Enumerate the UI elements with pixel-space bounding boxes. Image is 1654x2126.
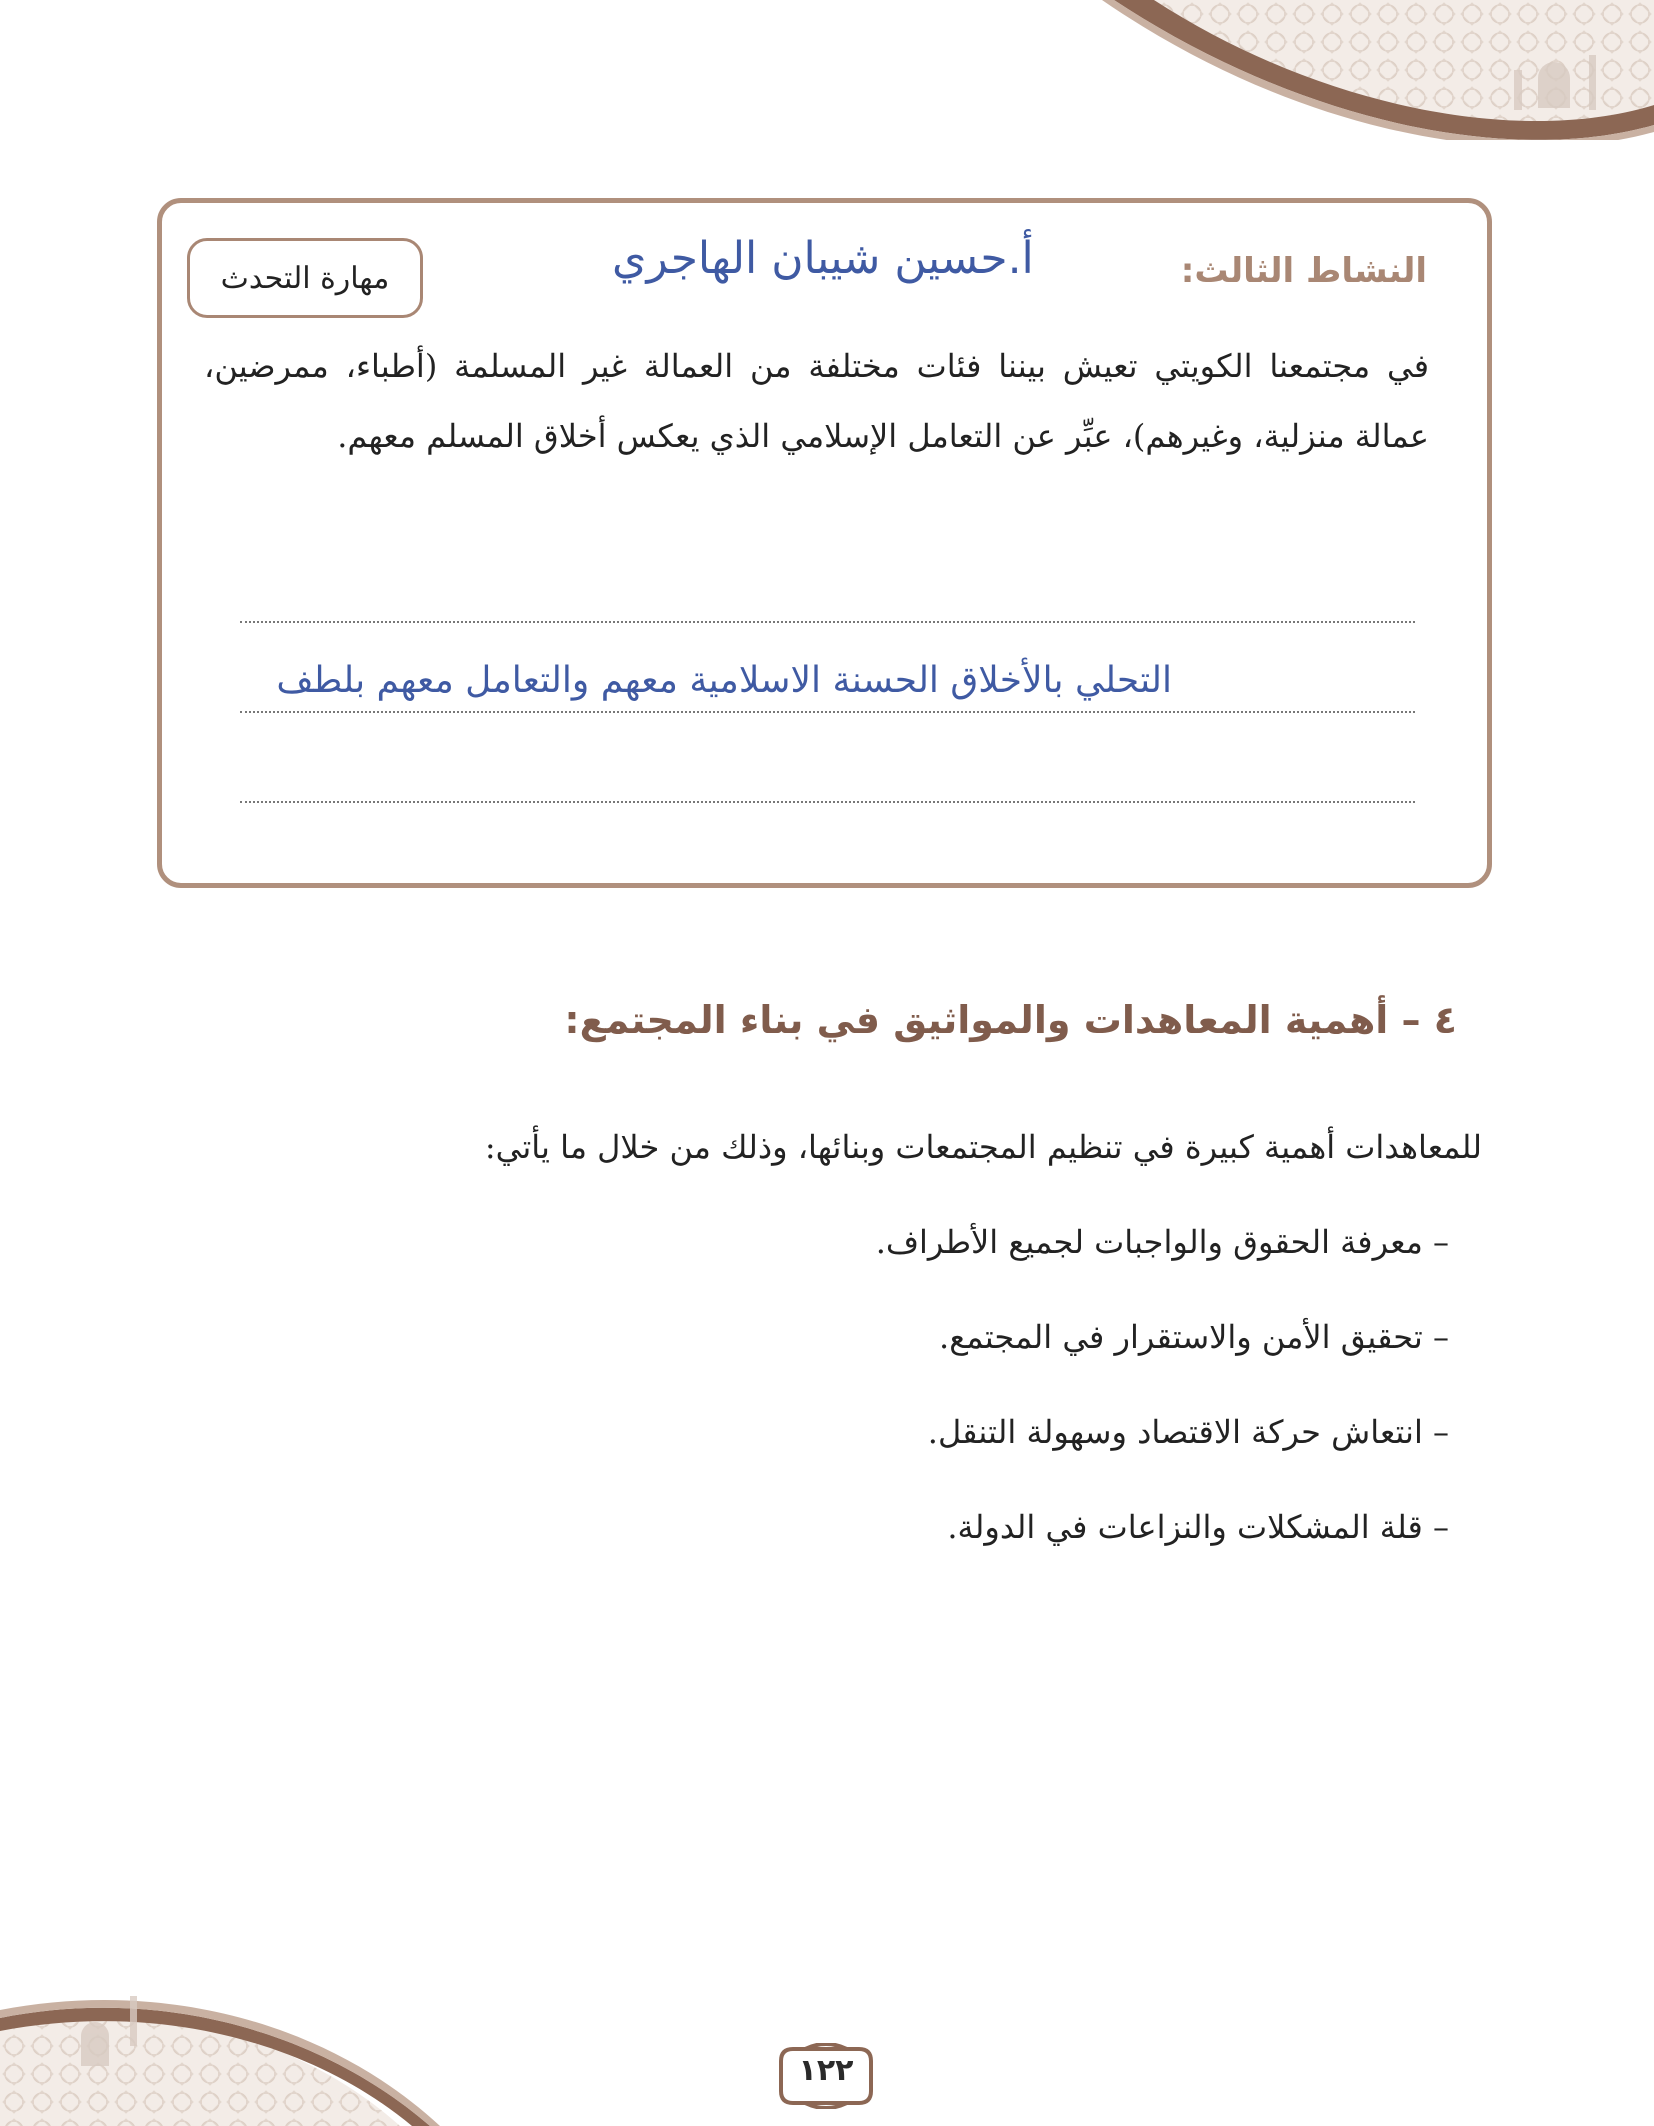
answer-line-2 (240, 711, 1415, 713)
list-item: – انتعاش حركة الاقتصاد وسهولة التنقل. (927, 1413, 1449, 1451)
top-ornament (1094, 0, 1654, 140)
section-title: ٤ – أهمية المعاهدات والمواثيق في بناء المجتمع: (564, 998, 1457, 1042)
list-item: – قلة المشكلات والنزاعات في الدولة. (947, 1508, 1449, 1546)
activity-prompt: في مجتمعنا الكويتي تعيش بيننا فئات مختلفة من العمالة غير المسلمة (أطباء، ممرضين، عمالة منزلية، وغيرهم)، عبِّر عن التعامل الإسلامي الذي يعكس أخلاق المسلم معهم. (204, 347, 1429, 455)
activity-label: النشاط الثالث: (1180, 251, 1427, 291)
page-number: ١٢٢ (798, 2053, 854, 2088)
bottom-ornament (0, 1976, 440, 2126)
list-item: – تحقيق الأمن والاستقرار في المجتمع. (939, 1318, 1449, 1356)
skill-badge: مهارة التحدث (187, 238, 423, 318)
activity-box (157, 198, 1492, 888)
section-intro: للمعاهدات أهمية كبيرة في تنظيم المجتمعات وبنائها، وذلك من خلال ما يأتي: (484, 1128, 1482, 1166)
teacher-name: أ.حسين شيبان الهاجري (612, 233, 1034, 284)
handwritten-answer: التحلي بالأخلاق الحسنة الاسلامية معهم والتعامل معهم بلطف (276, 660, 1172, 701)
answer-line-3 (240, 801, 1415, 803)
list-item: – معرفة الحقوق والواجبات لجميع الأطراف. (875, 1223, 1449, 1261)
answer-line-1 (240, 621, 1415, 623)
